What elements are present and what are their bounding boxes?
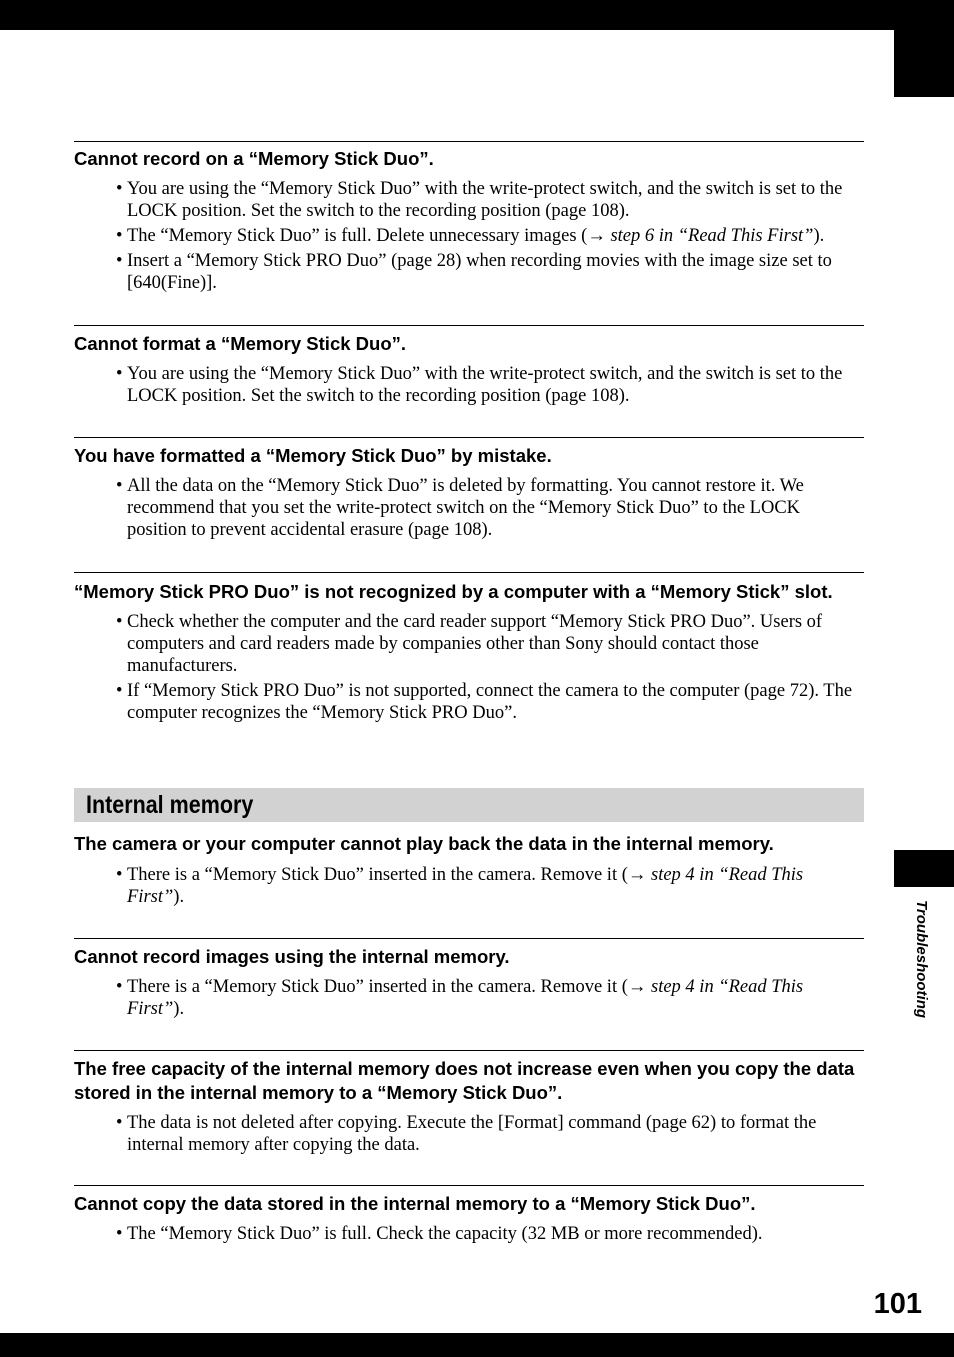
side-tab-label: Troubleshooting [913,900,930,1019]
bullet-text: The “Memory Stick Duo” is full. Delete unnecessary images ( [127,226,588,246]
bottom-bar [0,1333,954,1357]
bullet-list [74,864,864,908]
trouble-item [74,437,864,544]
bullet-text: There is a “Memory Stick Duo” inserted in the camera. Remove it ( [127,865,628,885]
corner-tab [894,30,954,97]
item-heading: Cannot record on a “Memory Stick Duo”. [74,148,434,169]
bullet-text: You are using the “Memory Stick Duo” with the write-protect switch, and the switch is set to the LOCK position. Set the switch to the recording position (page 108). [127,179,843,221]
bullet-text: ). [813,226,825,246]
trouble-item [74,325,864,410]
section-tab-marker [894,850,954,887]
item-heading: The free capacity of the internal memory does not increase even when you copy the data stored in the internal memory to a “Memory Stick Duo”. [74,1058,855,1103]
bullet-item [74,680,864,724]
trouble-item [74,141,864,297]
trouble-item [74,938,864,1023]
bullet-reference: → step 4 in “Read This First” [127,865,804,907]
bullet-text: There is a “Memory Stick Duo” inserted in the camera. Remove it ( [127,977,628,997]
bullet-text: All the data on the “Memory Stick Duo” is deleted by formatting. You cannot restore it. We recommend that you set the write-protect switch on the “Memory Stick Duo” to the LOCK position to prevent accidental erasure (page 108). [127,476,804,540]
bullet-text: The data is not deleted after copying. Execute the [Format] command (page 62) to format the internal memory after copying the data. [127,1113,817,1155]
bullet-text: Insert a “Memory Stick PRO Duo” (page 28) when recording movies with the image size set to [640(Fine)]. [127,251,832,293]
item-heading: You have formatted a “Memory Stick Duo” by mistake. [74,445,552,466]
bullet-text: Check whether the computer and the card reader support “Memory Stick PRO Duo”. Users of computers and card readers made by companies other than Sony should contact those manufacturers. [127,612,823,676]
bullet-list [74,1112,864,1156]
bullet-item [74,1112,864,1156]
item-heading: “Memory Stick PRO Duo” is not recognized by a computer with a “Memory Stick” slot. [74,581,833,602]
bullet-item [74,976,864,1020]
page-number: 101 [873,1288,922,1320]
section-banner [74,788,864,822]
trouble-item [74,1050,864,1159]
bullet-list [74,976,864,1020]
bullet-item [74,611,864,677]
bullet-item [74,363,864,407]
item-heading: The camera or your computer cannot play back the data in the internal memory. [74,833,774,854]
trouble-item [74,832,864,911]
bullet-reference: → step 6 in “Read This First” [587,226,814,246]
bullet-list [74,178,864,294]
bullet-list [74,1223,864,1245]
bullet-list [74,363,864,407]
bullet-item [74,475,864,541]
trouble-item [74,1185,864,1248]
item-heading: Cannot copy the data stored in the internal memory to a “Memory Stick Duo”. [74,1193,756,1214]
item-heading: Cannot format a “Memory Stick Duo”. [74,333,407,354]
trouble-item [74,572,864,727]
bullet-item [74,178,864,222]
bullet-item [74,1223,864,1245]
bullet-text: ). [173,887,185,907]
bullet-text: ). [173,999,185,1019]
bullet-item [74,864,864,908]
top-bar [0,0,954,30]
bullet-list [74,475,864,541]
section-title: Internal memory [86,791,254,819]
bullet-item [74,225,864,247]
bullet-list [74,611,864,724]
bullet-reference: → step 4 in “Read This First” [127,977,804,1019]
bullet-text: If “Memory Stick PRO Duo” is not supported, connect the camera to the computer (page 72). The computer recognizes the “Memory Stick PRO Duo”. [127,681,853,723]
bullet-text: You are using the “Memory Stick Duo” with the write-protect switch, and the switch is set to the LOCK position. Set the switch to the recording position (page 108). [127,364,843,406]
bullet-text: The “Memory Stick Duo” is full. Check the capacity (32 MB or more recommended). [127,1224,763,1244]
bullet-item [74,250,864,294]
item-heading: Cannot record images using the internal memory. [74,946,510,967]
